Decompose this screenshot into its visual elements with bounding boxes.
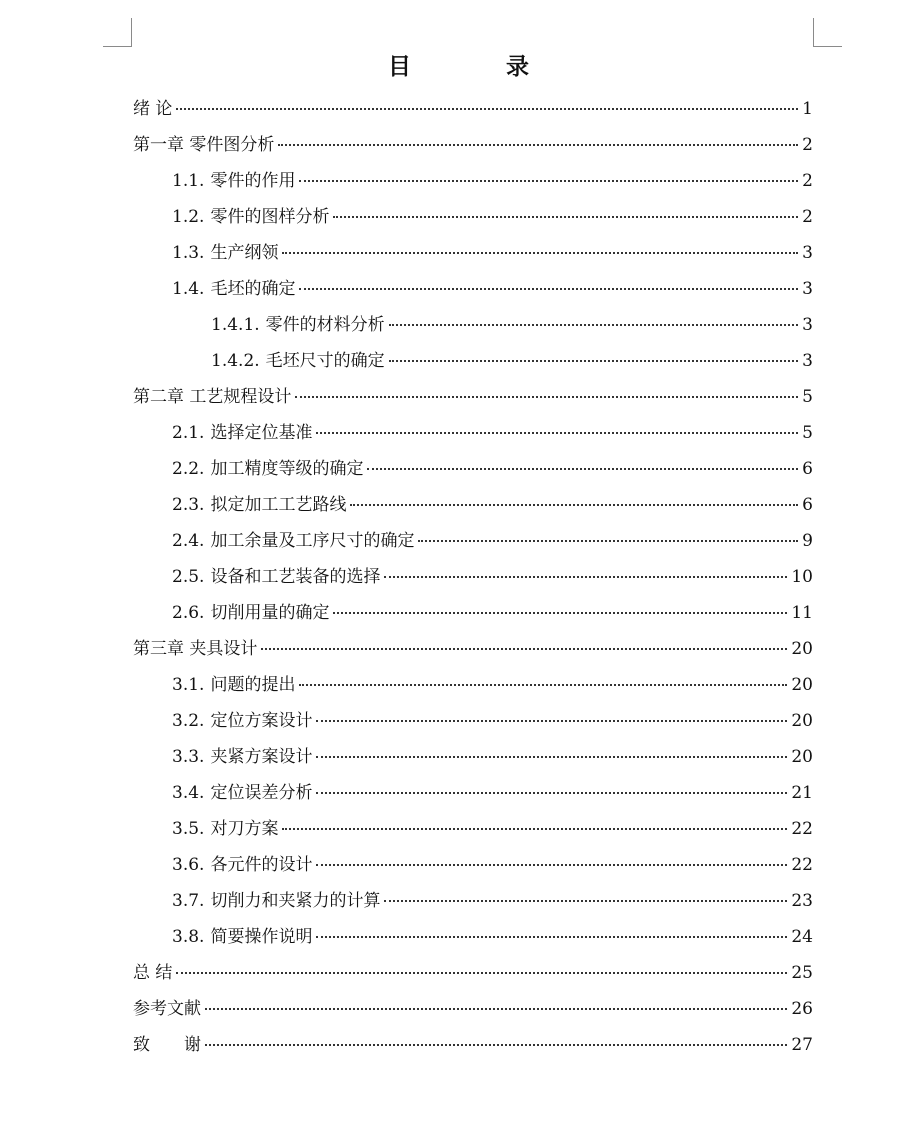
toc-entry-page-number: 1 [802, 99, 813, 119]
toc-entry-title: 各元件的设计 [210, 855, 313, 875]
toc-entry[interactable] [133, 883, 813, 919]
toc-entry-title: 零件的图样分析 [210, 207, 330, 227]
toc-entry-title: 切削用量的确定 [210, 603, 330, 623]
toc-entry-page-number: 3 [802, 315, 813, 335]
toc-entry-number: 3.7. [172, 891, 205, 911]
toc-dot-leader [176, 108, 798, 110]
toc-entry-title: 毛坯的确定 [210, 279, 296, 299]
toc-entry-page-number: 10 [791, 567, 813, 587]
toc-entry-page-number: 5 [802, 423, 813, 443]
toc-entry-page-number: 11 [791, 603, 813, 623]
toc-entry[interactable] [133, 667, 813, 703]
toc-entry[interactable] [133, 739, 813, 775]
toc-entry-title: 零件的作用 [210, 171, 296, 191]
page-corner-mark-top-right [813, 18, 842, 47]
toc-entry-page-number: 25 [791, 963, 813, 983]
toc-entry-page-number: 2 [802, 135, 813, 155]
toc-entry-number: 3.5. [172, 819, 205, 839]
toc-dot-leader [282, 828, 787, 830]
toc-entry-title: 第一章 零件图分析 [133, 135, 275, 155]
toc-entry-page-number: 5 [802, 387, 813, 407]
toc-dot-leader [316, 720, 787, 722]
toc-dot-leader [299, 180, 798, 182]
toc-dot-leader [205, 1008, 787, 1010]
toc-entry-number: 1.2. [172, 207, 205, 227]
toc-entry-title: 零件的材料分析 [265, 315, 385, 335]
toc-entry[interactable] [133, 955, 813, 991]
toc-entry-number: 2.2. [172, 459, 205, 479]
toc-entry-title: 切削力和夹紧力的计算 [210, 891, 381, 911]
toc-entry-title: 加工精度等级的确定 [210, 459, 364, 479]
toc-entry-page-number: 20 [791, 747, 813, 767]
toc-entry[interactable] [133, 811, 813, 847]
toc-dot-leader [389, 360, 799, 362]
toc-entry-title: 选择定位基准 [210, 423, 313, 443]
toc-entry-title: 简要操作说明 [210, 927, 313, 947]
toc-entry[interactable] [133, 91, 813, 127]
toc-dot-leader [384, 576, 787, 578]
toc-entry-page-number: 6 [802, 459, 813, 479]
toc-title: 目 录 [388, 53, 565, 80]
toc-entry[interactable] [133, 991, 813, 1027]
toc-entry-number: 2.3. [172, 495, 205, 515]
toc-entry-page-number: 24 [791, 927, 813, 947]
toc-entry[interactable] [133, 1027, 813, 1063]
toc-dot-leader [333, 216, 798, 218]
toc-dot-leader [367, 468, 798, 470]
toc-dot-leader [299, 684, 787, 686]
toc-entry-number: 2.6. [172, 603, 205, 623]
toc-entry-title: 致 谢 [133, 1035, 201, 1055]
toc-entry[interactable] [133, 307, 813, 343]
toc-entry-title: 对刀方案 [210, 819, 279, 839]
toc-entry-number: 3.8. [172, 927, 205, 947]
toc-dot-leader [316, 432, 798, 434]
toc-entry-page-number: 26 [791, 999, 813, 1019]
toc-entry-title: 绪 论 [133, 99, 173, 119]
toc-entry-title: 夹紧方案设计 [210, 747, 313, 767]
toc-entry[interactable] [133, 343, 813, 379]
toc-entry[interactable] [133, 703, 813, 739]
toc-entry-title: 第二章 工艺规程设计 [133, 387, 292, 407]
toc-entry-page-number: 9 [802, 531, 813, 551]
toc-dot-leader [176, 972, 787, 974]
toc-entry[interactable] [133, 199, 813, 235]
toc-entry-title: 定位方案设计 [210, 711, 313, 731]
toc-entry-title: 加工余量及工序尺寸的确定 [210, 531, 415, 551]
toc-entry-number: 2.1. [172, 423, 205, 443]
toc-entry-number: 1.4.1. [211, 315, 260, 335]
toc-entry-title: 设备和工艺装备的选择 [210, 567, 381, 587]
toc-dot-leader [316, 792, 787, 794]
toc-entry[interactable] [133, 775, 813, 811]
toc-dot-leader [316, 756, 787, 758]
toc-entry-page-number: 20 [791, 711, 813, 731]
toc-dot-leader [205, 1044, 787, 1046]
toc-entry-page-number: 20 [791, 639, 813, 659]
toc-dot-leader [261, 648, 787, 650]
toc-entry[interactable] [133, 235, 813, 271]
toc-entry-page-number: 3 [802, 243, 813, 263]
toc-dot-leader [333, 612, 787, 614]
toc-dot-leader [389, 324, 799, 326]
toc-entry-number: 3.4. [172, 783, 205, 803]
toc-entry-page-number: 3 [802, 351, 813, 371]
toc-entry-page-number: 22 [791, 855, 813, 875]
toc-entry-title: 毛坯尺寸的确定 [265, 351, 385, 371]
toc-entry[interactable] [133, 379, 813, 415]
toc-entry[interactable] [133, 487, 813, 523]
toc-dot-leader [282, 252, 798, 254]
toc-dot-leader [295, 396, 798, 398]
toc-entry[interactable] [133, 595, 813, 631]
toc-entry[interactable] [133, 631, 813, 667]
toc-entry-number: 3.3. [172, 747, 205, 767]
toc-entry-number: 3.6. [172, 855, 205, 875]
toc-entry[interactable] [133, 847, 813, 883]
toc-entry-number: 3.1. [172, 675, 205, 695]
toc-entry-page-number: 23 [791, 891, 813, 911]
toc-list [133, 91, 813, 1063]
toc-entry[interactable] [133, 919, 813, 955]
toc-dot-leader [350, 504, 798, 506]
toc-entry-number: 2.5. [172, 567, 205, 587]
toc-entry-page-number: 3 [802, 279, 813, 299]
toc-entry[interactable] [133, 451, 813, 487]
toc-entry[interactable] [133, 163, 813, 199]
toc-entry-page-number: 6 [802, 495, 813, 515]
toc-entry-number: 3.2. [172, 711, 205, 731]
toc-dot-leader [316, 936, 787, 938]
toc-dot-leader [384, 900, 787, 902]
toc-entry-page-number: 2 [802, 207, 813, 227]
toc-entry[interactable] [133, 415, 813, 451]
toc-entry-number: 1.4. [172, 279, 205, 299]
toc-dot-leader [278, 144, 798, 146]
toc-entry[interactable] [133, 523, 813, 559]
toc-entry-title: 总 结 [133, 963, 173, 983]
toc-entry[interactable] [133, 271, 813, 307]
toc-entry-title: 问题的提出 [210, 675, 296, 695]
toc-dot-leader [316, 864, 787, 866]
toc-entry-page-number: 2 [802, 171, 813, 191]
toc-entry-title: 定位误差分析 [210, 783, 313, 803]
page-corner-mark-top-left [103, 18, 132, 47]
toc-entry-page-number: 21 [791, 783, 813, 803]
toc-entry[interactable] [133, 559, 813, 595]
toc-entry-number: 2.4. [172, 531, 205, 551]
toc-entry-number: 1.1. [172, 171, 205, 191]
toc-entry-page-number: 27 [791, 1035, 813, 1055]
toc-entry[interactable] [133, 127, 813, 163]
toc-entry-number: 1.3. [172, 243, 205, 263]
toc-dot-leader [299, 288, 798, 290]
toc-entry-number: 1.4.2. [211, 351, 260, 371]
toc-entry-page-number: 22 [791, 819, 813, 839]
toc-dot-leader [418, 540, 798, 542]
toc-entry-title: 拟定加工工艺路线 [210, 495, 347, 515]
toc-entry-page-number: 20 [791, 675, 813, 695]
toc-entry-title: 第三章 夹具设计 [133, 639, 258, 659]
toc-entry-title: 生产纲领 [210, 243, 279, 263]
toc-entry-title: 参考文献 [133, 999, 201, 1019]
